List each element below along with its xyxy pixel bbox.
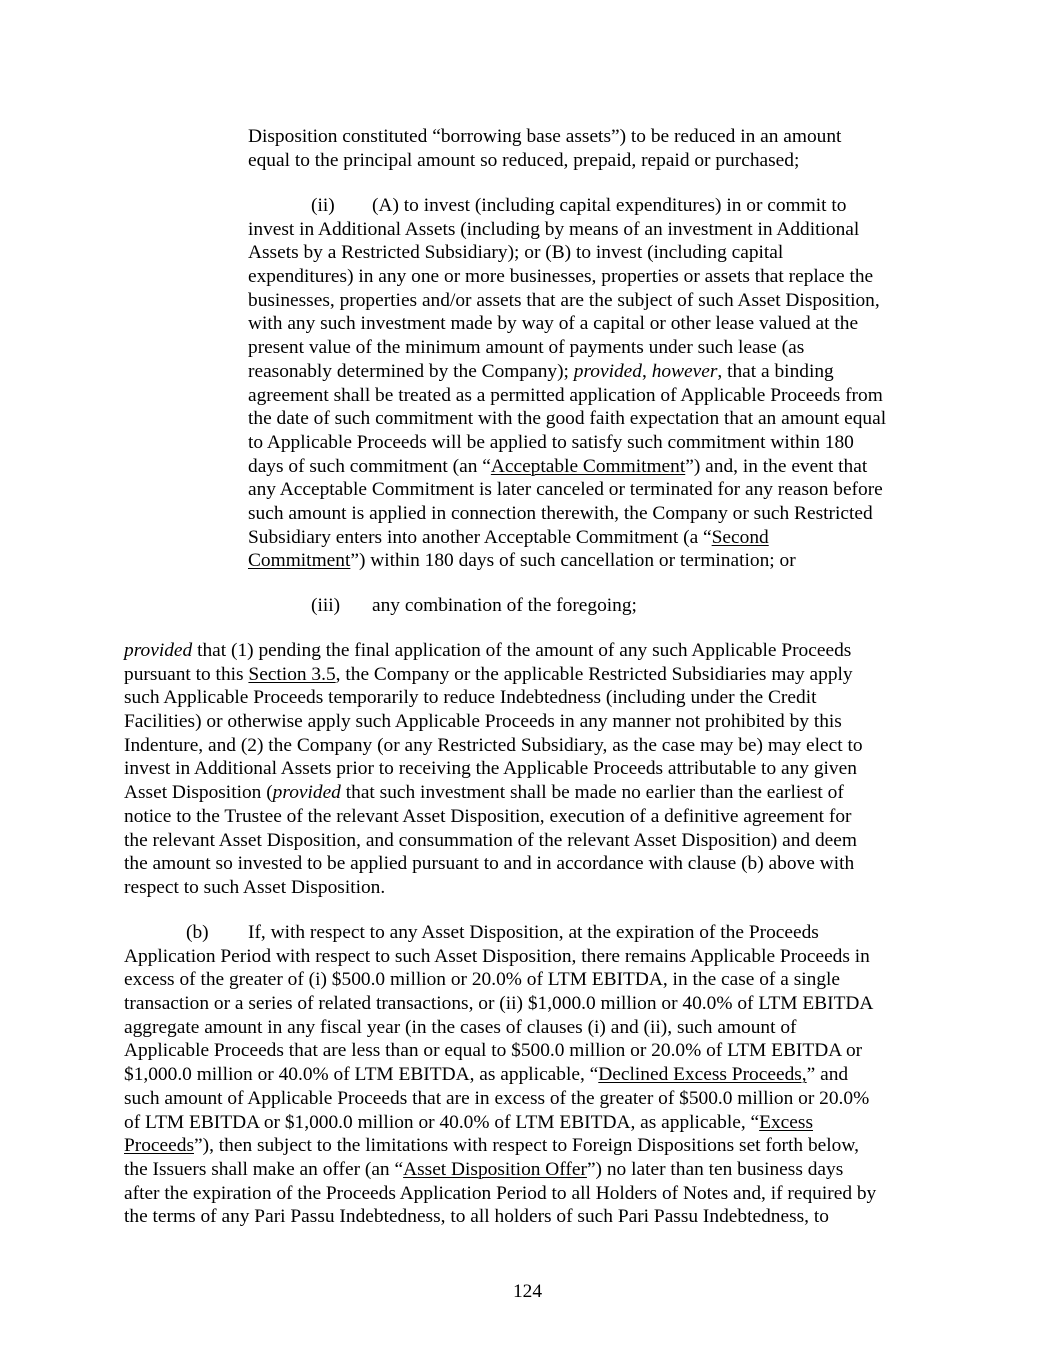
text-run: that such investment shall be made no earlier than the earliest of [340,782,844,804]
text-run: excess of the greater of (i) $500.0 million or 20.0% of LTM EBITDA, in the case of a single [124,969,841,991]
text-run: Subsidiary enters into another Acceptable Commitment (a “ [248,526,712,548]
text-run: Application Period with respect to such Asset Disposition, there remains Applicable Proceeds in [124,945,870,967]
text-line [124,781,863,805]
text-line [248,265,886,289]
text-line [124,663,863,687]
text-line [124,757,863,781]
text-line [124,876,863,900]
italic-term: provided [124,640,193,661]
text-run: ”) within 180 days of such cancellation or termination; or [350,550,796,572]
text-run: , the Company or the applicable Restricted Subsidiaries may apply [335,663,853,685]
text-run: reasonably determined by the Company); [248,360,574,382]
text-run: invest in Additional Assets (including by means of an investment in Additional [248,218,860,240]
defined-term: Proceeds [124,1135,194,1157]
text-line [248,455,886,479]
text-line [124,1134,876,1158]
text-line [248,594,637,618]
clause-ii-paragraph [248,194,886,573]
text-line [248,241,886,265]
text-line [248,194,886,218]
text-run: If, with respect to any Asset Disposition, at the expiration of the Proceeds [248,922,819,943]
text-line [124,921,876,945]
text-run: transaction or a series of related transactions, or (ii) $1,000.0 million or 40.0% of LTM EBITDA [124,993,874,1015]
text-line [124,1039,876,1063]
text-line [248,218,886,242]
clause-iii-paragraph [248,594,637,618]
text-line [248,478,886,502]
text-run: the amount so invested to be applied pursuant to and in accordance with clause (b) above with [124,853,855,875]
text-line [248,384,886,408]
text-line [124,945,876,969]
text-line [248,360,886,384]
text-run: with any such investment made by way of a capital or other lease valued at the [248,313,859,335]
text-run: Indenture, and (2) the Company (or any Restricted Subsidiary, as the case may be) may elect to [124,734,863,756]
text-line [124,992,876,1016]
text-line [124,1205,876,1229]
text-run: of LTM EBITDA or $1,000.0 million or 40.0% of LTM EBITDA, as applicable, “ [124,1111,760,1133]
text-run: ”), then subject to the limitations with respect to Foreign Dispositions set forth below, [194,1135,859,1157]
text-line [248,312,886,336]
clause-label: (b) [186,922,209,943]
text-run: agreement shall be treated as a permitted application of Applicable Proceeds from [248,384,883,406]
text-line [124,1016,876,1040]
text-run: Asset Disposition ( [124,782,273,804]
text-run: respect to such Asset Disposition. [124,876,386,898]
section-b-paragraph [124,921,876,1229]
text-run: to Applicable Proceeds will be applied to satisfy such commitment within 180 [248,431,854,453]
text-run: such amount of Applicable Proceeds that are in excess of the greater of $500.0 million or 20.0% [124,1087,870,1109]
defined-term: Declined Excess Proceeds, [598,1064,807,1086]
defined-term: Commitment [248,550,351,572]
text-line [124,1182,876,1206]
text-line [124,1087,876,1111]
text-line [248,526,886,550]
text-run: equal to the principal amount so reduced, prepaid, repaid or purchased; [248,149,800,171]
text-run: such Applicable Proceeds temporarily to reduce Indebtedness (including under the Credit [124,687,817,709]
text-line [248,407,886,431]
text-run: notice to the Trustee of the relevant Asset Disposition, execution of a definitive agreement for [124,805,852,827]
text-run: ”) no later than ten business days [586,1158,844,1180]
text-line [248,336,886,360]
text-line [248,431,886,455]
text-run: , that a binding [717,360,834,382]
continued-clause-paragraph [248,125,841,172]
text-run: ” and [806,1064,849,1086]
text-run: the terms of any Pari Passu Indebtedness, to all holders of such Pari Passu Indebtedness, to [124,1206,829,1228]
proviso-paragraph [124,639,863,900]
italic-term: provided [573,360,642,382]
text-line [124,639,863,663]
defined-term: Asset Disposition Offer [403,1158,587,1180]
text-run: pursuant to this [124,663,249,685]
text-run: such amount is applied in connection therewith, the Company or such Restricted [248,502,873,524]
text-run: Assets by a Restricted Subsidiary); or (B) to invest (including capital [248,242,784,264]
text-run: , [642,360,652,382]
text-run: Facilities) or otherwise apply such Applicable Proceeds in any manner not prohibited by this [124,711,842,733]
defined-term: Excess [759,1111,813,1133]
text-run: ”) and, in the event that [685,455,868,477]
text-run: Applicable Proceeds that are less than or equal to $500.0 million or 20.0% of LTM EBITDA or [124,1040,863,1062]
text-run: businesses, properties and/or assets that are the subject of such Asset Disposition, [248,289,880,311]
defined-term: Section 3.5 [248,663,336,685]
defined-term: Second [711,526,769,548]
text-line [124,1063,876,1087]
defined-term: Acceptable Commitment [490,455,686,477]
text-line [248,549,886,573]
text-line [124,686,863,710]
text-run: aggregate amount in any fiscal year (in the cases of clauses (i) and (ii), such amount of [124,1016,797,1038]
text-line [124,852,863,876]
text-run: (A) to invest (including capital expenditures) in or commit to [372,195,847,216]
text-run: expenditures) in any one or more businesses, properties or assets that replace the [248,266,874,288]
text-run: invest in Additional Assets prior to receiving the Applicable Proceeds attributable to any given [124,758,857,780]
text-line [248,125,841,149]
text-run: days of such commitment (an “ [248,455,491,477]
clause-label: (ii) [311,195,335,216]
text-run: after the expiration of the Proceeds Application Period to all Holders of Notes and, if required by [124,1182,877,1204]
text-line [124,968,876,992]
text-line [248,149,841,173]
text-line [124,710,863,734]
text-line [124,1158,876,1182]
text-run: any Acceptable Commitment is later canceled or terminated for any reason before [248,479,883,501]
italic-term: however [651,360,718,382]
text-run: $1,000.0 million or 40.0% of LTM EBITDA, as applicable, “ [124,1064,599,1086]
text-run: any combination of the foregoing; [372,595,637,616]
text-run: present value of the minimum amount of payments under such lease (as [248,337,805,359]
page-number: 124 [512,1281,543,1302]
text-run: that (1) pending the final application of the amount of any such Applicable Proceeds [192,640,852,661]
text-line [124,805,863,829]
text-line [124,1111,876,1135]
text-run: the Issuers shall make an offer (an “ [124,1158,404,1180]
text-line [248,289,886,313]
text-run: the relevant Asset Disposition, and consummation of the relevant Asset Disposition) and deem [124,829,857,851]
text-line [124,734,863,758]
text-run: the date of such commitment with the good faith expectation that an amount equal [248,408,887,430]
italic-term: provided [272,782,341,804]
text-run: Disposition constituted “borrowing base assets”) to be reduced in an amount [248,126,842,147]
text-line [124,829,863,853]
text-line [248,502,886,526]
clause-label: (iii) [311,595,341,616]
